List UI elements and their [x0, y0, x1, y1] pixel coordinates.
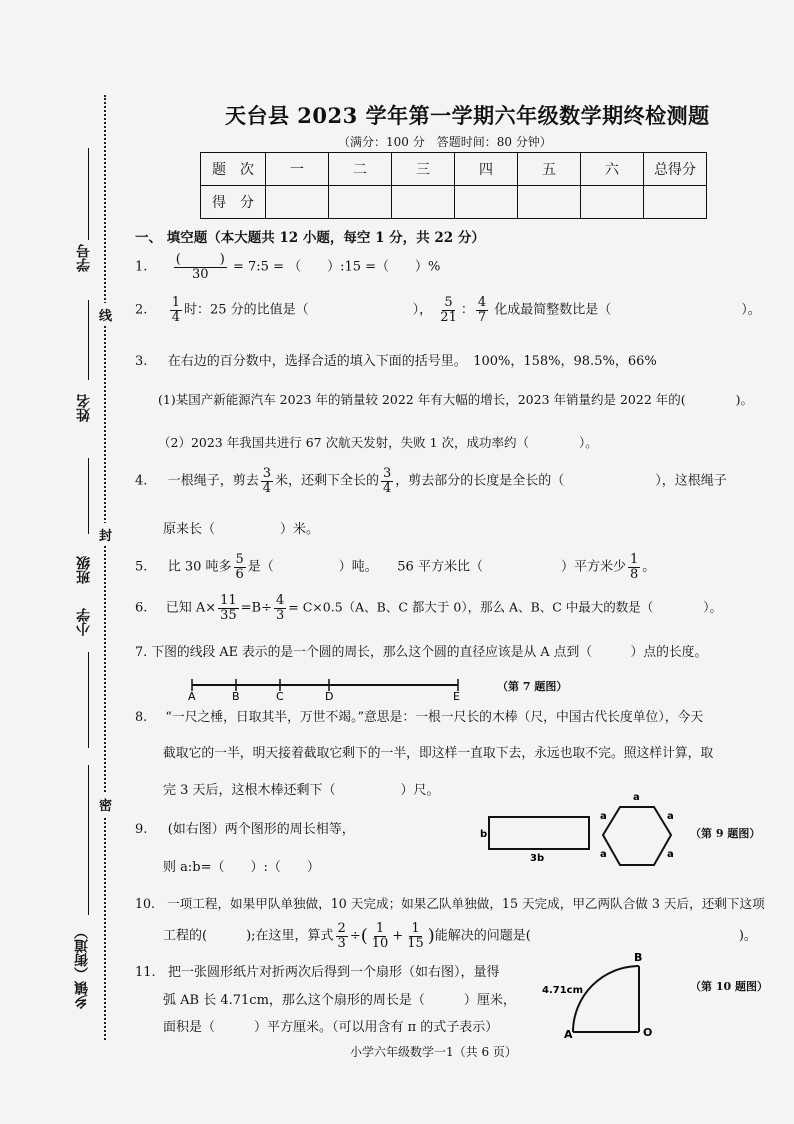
point-label: C — [276, 690, 284, 702]
q1-text: = 7:5 = （ ）:15 =（ ）% — [232, 259, 441, 275]
school-label: 小学 — [76, 608, 92, 636]
question-number: 1. — [135, 259, 148, 275]
rect-bottom-label: 3b — [530, 853, 545, 864]
question-1 — [135, 253, 440, 281]
class-label: 班级 — [76, 556, 92, 584]
question-7: 7. 下图的线段 AE 表示的是一个圆的周长，那么这个圆的直径应该是从 A 点到（ ）点的长度。 — [135, 645, 708, 660]
q8-line2: 截取它的一半，明天接着截取它剩下的一半，即这样一直取下去，永远也取不完。照这样计算，取 — [163, 746, 714, 761]
class-line — [88, 458, 89, 534]
town-label: 乡镇（街道） — [74, 925, 90, 1009]
name-line — [88, 300, 89, 380]
q9-figures — [475, 785, 690, 875]
question-number: 2. — [135, 302, 148, 318]
svg-text:B: B — [634, 951, 643, 964]
score-header-cell: 二 — [329, 153, 392, 186]
score-header-cell: 总得分 — [644, 153, 707, 186]
question-6: 6. 已知 A× $\frac{11}{35}$ =B÷ $\frac{4}{3}$ = C×0.5（A、B、C 都大于 0），那么 A、B、C 中最大的数是（ ）。 — [135, 593, 723, 623]
svg-text:a: a — [667, 811, 674, 822]
score-header-cell: 六 — [581, 153, 644, 186]
score-cell[interactable] — [329, 186, 392, 219]
town-line — [88, 765, 89, 915]
point-label: D — [325, 690, 334, 702]
q3-sub1: (1)某国产新能源汽车 2023 年的销量较 2022 年有大幅的增长，2023 年销量约是 2022 年的( )。 — [158, 392, 754, 407]
score-cell[interactable] — [644, 186, 707, 219]
question-5: 5. 比 30 吨多 $\frac{5}{6}$ 是（ ）吨。 56 平方米比（ ）平方米少 $\frac{1}{8}$ 。 — [135, 552, 656, 582]
binding-dotted-line — [104, 95, 106, 1040]
q3-sub2: （2）2023 年我国共进行 67 次航天发射，失败 1 次，成功率约（ ）。 — [158, 435, 598, 450]
seal-char-mi: 密 — [99, 793, 112, 816]
q10-line2: 工程的( );在这里，算式 $\frac{2}{3}$ ÷( $\frac{1}{10}$ + $\frac{1}{15}$ )能解决的问题是( )。 — [163, 921, 757, 951]
q11-line3: 面积是（ ）平方厘米。（可以用含有 π 的式子表示） — [163, 1020, 499, 1035]
q2-text-b: 化成最简整数比是（ ）。 — [494, 302, 761, 318]
question-4: 4. 一根绳子，剪去 $\frac{3}{4}$ 米，还剩下全长的 $\frac{3}{4}$ ，剪去部分的长度是全长的（ ），这根绳子 — [135, 466, 727, 496]
q11-caption: （第 10 题图） — [690, 980, 768, 993]
rect-side-label: b — [480, 829, 488, 840]
score-cell[interactable] — [266, 186, 329, 219]
q11-line2: 弧 AB 长 4.71cm，那么这个扇形的周长是（ ）厘米， — [163, 993, 516, 1008]
seal-char-feng: 封 — [99, 523, 112, 546]
student-id-label: 学号 — [76, 244, 92, 272]
question-2: 2. $\frac{1}{4}$ 时：25 分的比值是（ ）， $\frac{5}{21}$ ： $\frac{4}{7}$ 化成最简整数比是（ ）。 — [135, 295, 761, 325]
score-row-label: 得 分 — [201, 186, 266, 219]
q1-fraction: $\frac{( )}{30}$ — [175, 252, 225, 282]
question-9: 9. (如右图）两个图形的周长相等， — [135, 822, 355, 837]
score-table — [200, 152, 707, 219]
svg-text:a: a — [633, 792, 640, 803]
q2-text-a: 时：25 分的比值是（ ）， — [183, 302, 433, 318]
question-11: 11. 把一张圆形纸片对折两次后得到一个扇形（如右图），量得 — [135, 965, 500, 980]
q11-sector-figure — [540, 947, 665, 1039]
page-footer: 小学六年级数学一1（共 6 页） — [350, 1045, 517, 1059]
name-label: 姓名 — [76, 394, 92, 422]
sector-arc — [573, 966, 639, 1032]
svg-text:a: a — [600, 849, 607, 860]
question-3: 3. 在右边的百分数中，选择合适的填入下面的括号里。 100%，158%，98.5%，66% — [135, 354, 657, 369]
score-header-cell: 一 — [266, 153, 329, 186]
student-id-line — [88, 148, 89, 240]
point-label: A — [188, 690, 196, 702]
point-label: B — [232, 690, 240, 702]
point-label: E — [453, 690, 460, 702]
score-header-cell: 四 — [455, 153, 518, 186]
section-heading: 一、 填空题（本大题共 12 小题，每空 1 分，共 22 分） — [135, 230, 485, 246]
q4-line2: 原来长（ ）米。 — [163, 522, 320, 537]
exam-subtitle: （满分：100 分 答题时间：80 分钟） — [338, 135, 552, 149]
school-line — [88, 652, 89, 748]
q9-line2: 则 a:b=（ ）:（ ） — [163, 860, 320, 875]
svg-text:A: A — [564, 1028, 573, 1039]
score-cell[interactable] — [581, 186, 644, 219]
q9-caption: （第 9 题图） — [690, 827, 761, 840]
rectangle-shape — [489, 817, 589, 849]
seal-char-xian: 线 — [99, 303, 112, 326]
svg-text:O: O — [643, 1026, 653, 1039]
score-header-cell: 题 次 — [201, 153, 266, 186]
q8-line3: 完 3 天后，这根木棒还剩下（ ）尺。 — [163, 783, 440, 798]
score-header-cell: 三 — [392, 153, 455, 186]
score-cell[interactable] — [455, 186, 518, 219]
hexagon-shape — [603, 807, 671, 865]
svg-text:a: a — [667, 849, 674, 860]
score-cell[interactable] — [518, 186, 581, 219]
score-cell[interactable] — [392, 186, 455, 219]
question-10: 10. 一项工程，如果甲队单独做，10 天完成；如果乙队单独做，15 天完成，甲乙两队合做 3 天后，还剩下这项 — [135, 896, 765, 911]
svg-text:a: a — [600, 811, 607, 822]
question-8: 8. “一尺之棰，日取其半，万世不竭。”意思是：一根一尺长的木棒（尺，中国古代长度单位），今天 — [135, 710, 704, 725]
score-header-cell: 五 — [518, 153, 581, 186]
exam-title: 天台县 2023 学年第一学期六年级数学期终检测题 — [225, 103, 710, 128]
score-table-header-row — [201, 153, 707, 186]
q7-caption: （第 7 题图） — [497, 680, 568, 693]
score-table-score-row — [201, 186, 707, 219]
q3-text: 在右边的百分数中，选择合适的填入下面的括号里。 100%，158%，98.5%，66% — [167, 354, 657, 369]
arc-length-label: 4.71cm — [542, 985, 584, 996]
q7-segment-figure — [188, 672, 478, 702]
